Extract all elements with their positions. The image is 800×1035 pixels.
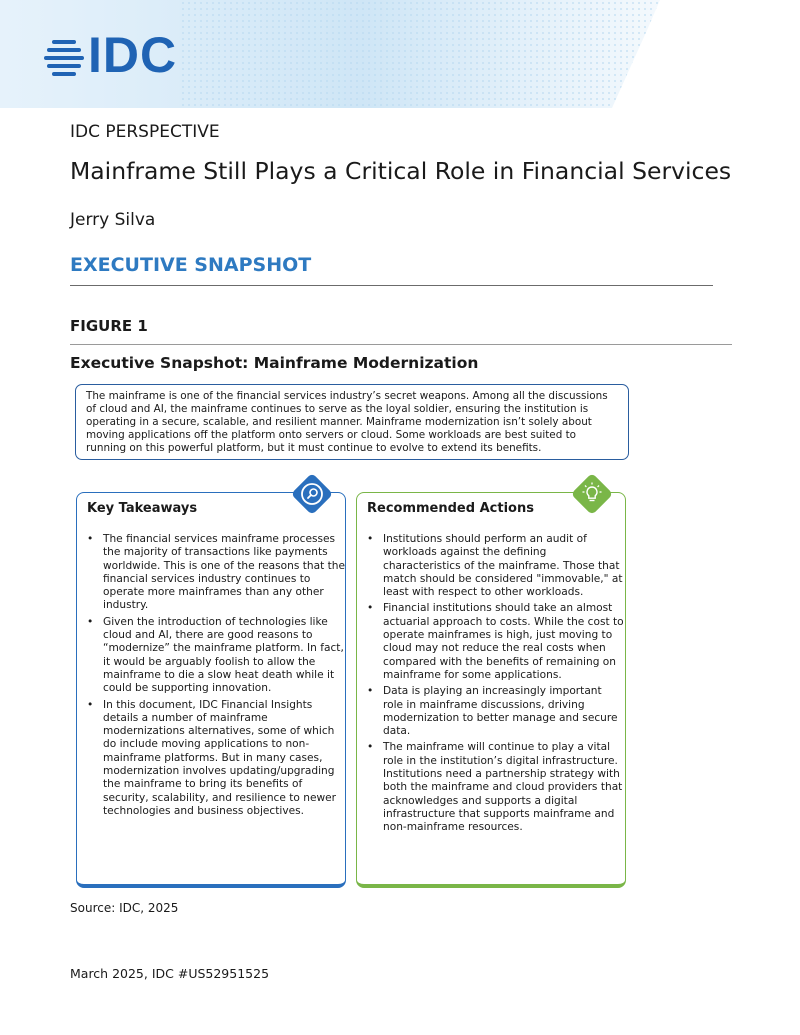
key-takeaways-card [76, 492, 346, 888]
list-item: • Given the introduction of technologies like cloud and AI, there are good reasons to “modernize” the mainframe platform. In fact, it would be arguably foolish to allow the mainframe to die a slow heat death while it could be supporting innovation. [103, 616, 345, 696]
divider [70, 344, 732, 345]
author: Jerry Silva [70, 210, 156, 230]
idc-logo-wordmark: IDC [88, 27, 178, 83]
list-item: • Financial institutions should take an almost actuarial approach to costs. While the cost to operate mainframes is high, just moving to cloud may not reduce the real costs when compared with the benefits of remaining on mainframe for some applications. [383, 602, 625, 682]
list-item: • In this document, IDC Financial Insights details a number of mainframe modernizations alternatives, some of which do include moving applications to non-mainframe platforms. But in many cases, modernization involves updating/upgrading the mainframe to bring its benefits of security, scalability, and resilience to newer technologies and business objectives. [103, 699, 345, 819]
list-item: • The financial services mainframe processes the majority of transactions like payments worldwide. This is one of the reasons that the financial services industry continues to operate more mainframes than any other industry. [103, 533, 345, 613]
magnifier-icon [291, 473, 333, 515]
lightbulb-icon [571, 473, 613, 515]
document-type: IDC PERSPECTIVE [70, 122, 220, 142]
page-title: Mainframe Still Plays a Critical Role in Financial Services [70, 157, 732, 185]
summary-box: The mainframe is one of the financial services industry’s secret weapons. Among all the discussions of cloud and AI, the mainframe continues to serve as the loyal soldier, ensuring the institution is operating in a secure, scalable, and resilient manner. Mainframe modernization isn’t solely about moving applications off the platform onto servers or cloud. Some workloads are best suited to running on this powerful platform, but it must continue to evolve to extend its benefits. [75, 384, 629, 460]
card-title: Recommended Actions [367, 501, 534, 516]
idc-logo-mark [44, 36, 84, 80]
footer-citation: March 2025, IDC #US52951525 [70, 966, 270, 981]
section-heading: EXECUTIVE SNAPSHOT [70, 254, 312, 276]
list-item: • Data is playing an increasingly important role in mainframe discussions, driving modernization to better manage and secure data. [383, 685, 625, 738]
figure-title: Executive Snapshot: Mainframe Modernization [70, 354, 479, 372]
divider [70, 285, 713, 286]
figure-label: FIGURE 1 [70, 317, 148, 335]
list-item: • The mainframe will continue to play a vital role in the institution’s digital infrastructure. Institutions need a partnership strategy with both the mainframe and cloud providers that acknowledges and supports a digital infrastructure that supports mainframe and non-mainframe resources. [383, 741, 625, 834]
actions-list [365, 533, 625, 838]
list-item: • Institutions should perform an audit of workloads against the defining characteristics of the mainframe. Those that match should be considered "immovable," at least with respect to other workloads. [383, 533, 625, 599]
figure-source: Source: IDC, 2025 [70, 901, 179, 915]
takeaways-list [85, 533, 345, 821]
recommended-actions-card [356, 492, 626, 888]
card-title: Key Takeaways [87, 501, 198, 516]
